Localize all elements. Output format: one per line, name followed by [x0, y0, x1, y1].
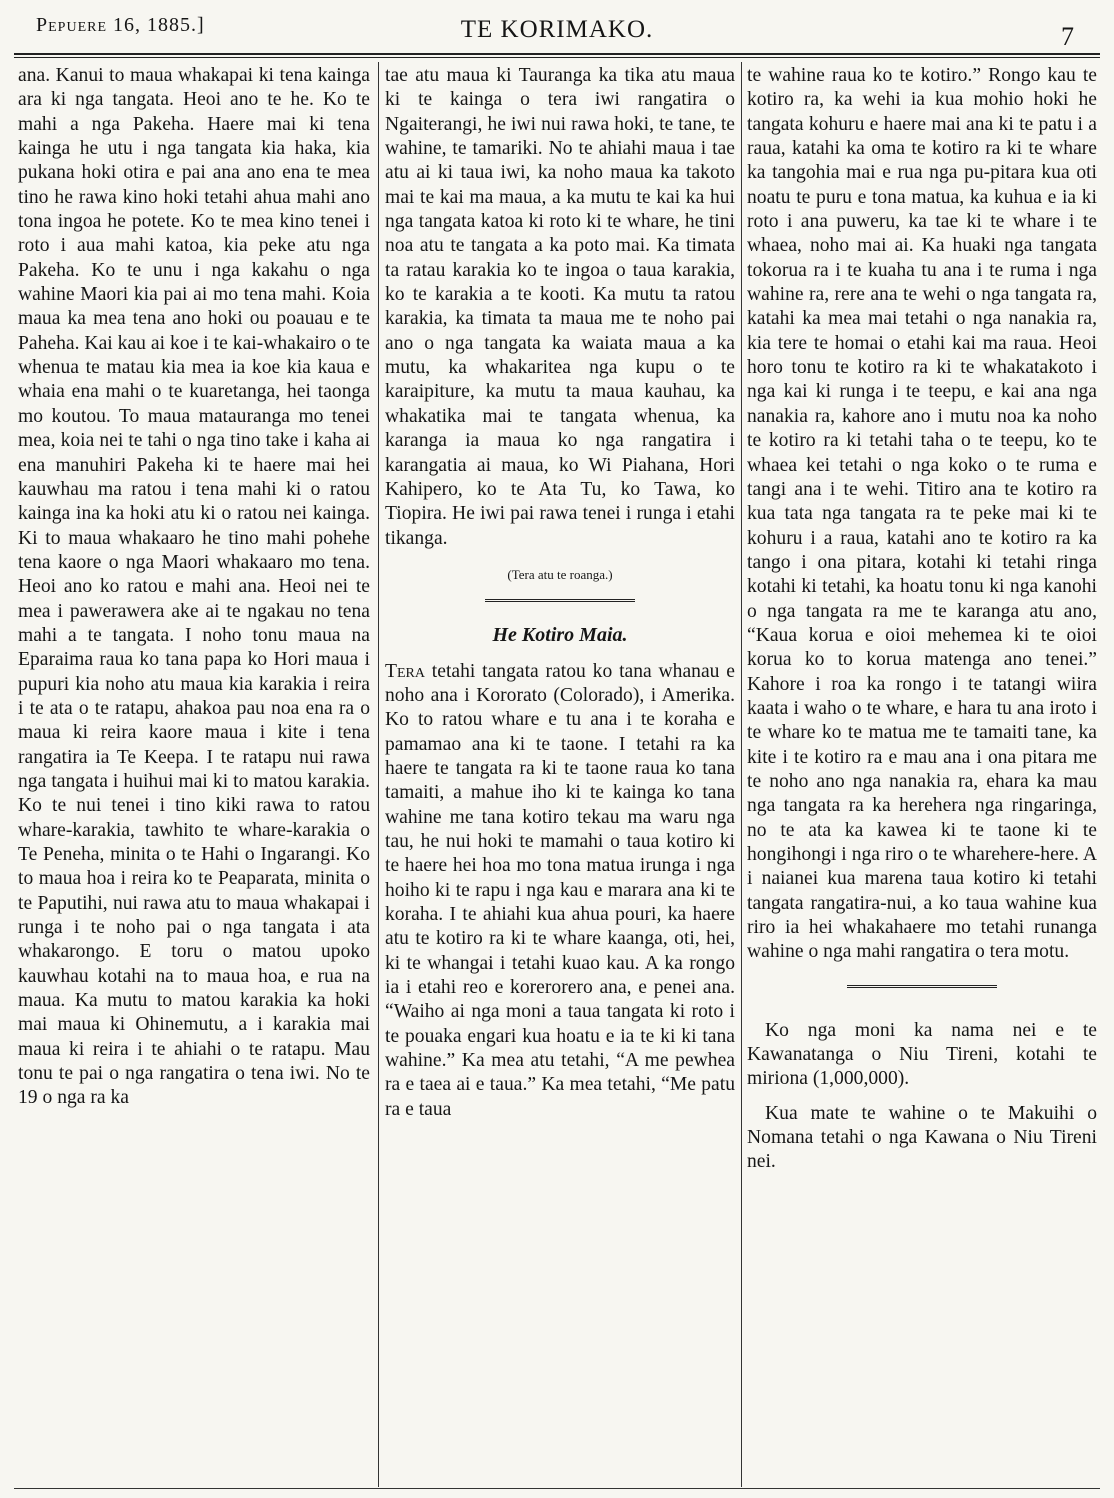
column-1-text: ana. Kanui to maua whakapai ki tena kainga ara ki nga tangata. Heoi ano te he. Ko te mahi a nga Pakeha. Haere mai ki tena kainga he utu i nga tangata kia haka, kia pukana hoki otira e pai ana ano ena te mea tino he rawa kino hoki tetahi ahua mahi ano tona ingoa he potete. Ko te mea kino tenei i roto i aua mahi katoa, kia peke atu nga Pakeha. Ko te unu i nga kakahu o nga wahine Maori kia pai ai mo tena mahi. Koia maua ka mea tena ano hoki ou poauau e te Paheha. Kai kau ai koe i te kai-whakairo o te whenua te matau kia mea ia koe kia kaua e whaia ena mahi o te kuaretanga, hei taonga mo koutou. To maua matauranga mo tenei mea, koia nei te tahi o nga tino take i kaha ai ena manuhiri Pakeha ki te haere mai hei kauwhau ma ratou i tena mahi ki o ratou kainga ina ka hoki atu ki o ratou nei kainga. Ki to maua whakaaro he tino mahi pohehe tena kaore o nga Maori whakaaro mo tena. Heoi ano ko ratou e mahi ana. Heoi nei te mea i pawerawera ake ai te ngakau no tena mahi a te tangata. I noho tonu maua na Eparaima raua ko tana papa ko Hori maua i pupuri kia noho atu maua kia karakia i reira i te ata o te ratapu, ahakoa pau noa ena ra o maua ki reira kaore maua i kite i tena rangatira ia Te Keepa. I te ratapu nui rawa nga tangata i huihui mai ki to matou karakia. Ko te nui tenei i tino kiki rawa to ratou whare-karakia, tawhito te whare-karakia o Te Peneha, minita o te Hahi o Ingarangi. Ko to maua hoa i reira ko te Peaparata, minita o te Paputihi, nui rawa atu to maua whakapai i runga i te noho pai o nga tangata i ata whakarongo. E toru o matou upoko kauwhau kotahi na to maua hoa, e rua na maua. Ka mutu to matou karakia ka hoki mai maua ki Ohinemutu, a i karakia mai maua ki reira i te ahiahi o te ratapu. Mau tonu te pai o nga rangatira o tena iwi. No te 19 o nga ra ka [18, 65, 370, 1109]
notes-divider [847, 985, 997, 991]
column-2 [385, 64, 735, 1488]
continued-note: (Tera atu te roanga.) [507, 566, 613, 582]
header-rule-thin [14, 57, 1100, 58]
note-death: Kua mate te wahine o te Makuihi o Nomana tetahi o nga Kawana o Niu Tireni nei. [747, 1102, 1097, 1173]
article-body [385, 660, 735, 1123]
note-loan: Ko nga moni ka nama nei e te Kawanatanga o Niu Tireni, kotahi te miriona (1,000,000). [747, 1019, 1097, 1090]
column-1 [18, 64, 370, 1488]
page-header [0, 0, 1114, 60]
newspaper-title: TE KORIMAKO. [460, 16, 654, 43]
column-3 [747, 64, 1097, 1488]
header-rule-thick [14, 53, 1100, 55]
section-divider [485, 599, 635, 605]
article-first-word: Tera [385, 660, 425, 682]
column-divider-2 [741, 62, 742, 1487]
column-divider-1 [378, 62, 379, 1487]
issue-date: Pepuere 16, 1885.] [36, 14, 205, 36]
column-3-text: te wahine raua ko te kotiro.” Rongo kau te kotiro ra, ka wehi ia kua mohio hoki he tangata kohuru e haere mai ana ki te patu i a raua, katahi ka oma te kotiro ra ki te whare ka tangohia mai e rua nga pu-pitara kua oti noatu te puru e tona matua, ka kuhua e ia ki roto i ana puweru, ka tae ki te whare i te whaea, noho mai ai. Ka huaki nga tangata tokorua ra i te kuaha tu ana i te ruma i nga wahine ra, rere ana te wehi o nga tangata ra, katahi ka mea mai tetahi o nga nanakia ra, kia tere te homai o etahi kai ma raua. Heoi horo tonu te kotiro ra ki te whakatakoto i nga kai ki runga i te teepu, e kai ana nga nanakia ra, kahore ano i mutu noa ka noho te kotiro ra ki tetahi taha o te teepu, ko te whaea kei tetahi o nga koko o te ruma e tangi ana i te wehi. Titiro ana te kotiro ra kua tata nga tangata ra te peke mai ki te kohuru i a raua, katahi ano te kotiro ra ka tango i ona pitara, kotahi ki tetahi ringa kotahi ki tetahi, ka hoatu tonu ki nga kanohi o nga tangata ra me te karanga atu ano, “Kaua korua e oioi mehemea ki te oioi korua ko to korua matenga ano tenei.” Kahore i roa ka rongo i te tatangi wiira kaata i waho o te whare, e hara tu ana iroto i te whare ko te matua me te tamaiti tane, ka kite i te kotiro ra e mau ana i ona pitara me te noho ano nga nanakia ra, ehara ka mau nga tangata ra ka herehera nga ringaringa, no te ata ka kawea ki te taone ki te hongihongi i nga riro o te wharehere-here. A i naianei kua marena taua kotiro ki tetahi tangata rangatira-nui, a ko taua wahine kua riro ia hei whakahaere mo tetahi runanga wahine o nga mahi rangatira o tera motu. [747, 65, 1097, 963]
article-body-text: tetahi tangata ratou ko tana whanau e noho ana i Kororato (Colorado), i Amerika. Ko to ratou whare e tu ana i te koraha e pamamao ana ki te taone. I tetahi ra ka haere te tangata ra ki te taone raua ko tana tamaiti, a mahue iho ki te kainga ko tana wahine me tana kotiro tekau ma waru nga tau, he nui hoki te mamahi o taua kotiro ki te haere hei hoa mo tona matua irunga i nga hoiho ki te rapu i nga kau e marara ana ki te koraha. I te ahiahi kua ahua pouri, ka haere atu te kotiro ra ki te whare kaanga, oti, hei, ki te whangai i tetahi kuao kau. A ka rongo ia i etahi reo e korerorero ana, e penei ana. “Waiho ai nga moni a taua tangata ki roto i te pouaka engari kua hoatu e ia te ki ki tana wahine.” Ka mea atu tetahi, “A me pewhea ra e taea ai e taua.” Ka mea tetahi, “Me patu ra e taua [385, 660, 735, 1120]
column-2-text: tae atu maua ki Tauranga ka tika atu maua ki te kainga o tera iwi rangatira o Ngaiterangi, he iwi nui rawa hoki, te tane, te wahine, te tamariki. No te ahiahi maua i tae atu ai ki taua iwi, ka noho maua ka takoto mai te kai ma maua, a ka mutu te kai ka hui nga tangata katoa ki roto ki te whare, he tini noa atu te tangata a ka poto mai. Ka timata ta ratau karakia ko te ingoa o taua karakia, ko te karakia a te kooti. Ka mutu ta ratou karakia, ka timata ta maua me te noho pai ano o nga tangata ka waiata maua a ka mutu, ka whakaritea nga kupu o te karaipiture, ka mutu ta maua kauhau, ka whakatika mai te tangata whenua, ka karanga ia maua ko nga rangatira i karangatia ai maua, ko Wi Piahana, Hori Kahipero, ko te Ata Tu, ko Tawa, ko Tiopira. He iwi pai rawa tenei i runga i etahi tikanga. [385, 65, 735, 549]
page-number: 7 [1061, 22, 1074, 51]
article-title: He Kotiro Maia. [492, 624, 628, 647]
footer-rule [14, 1488, 1100, 1489]
